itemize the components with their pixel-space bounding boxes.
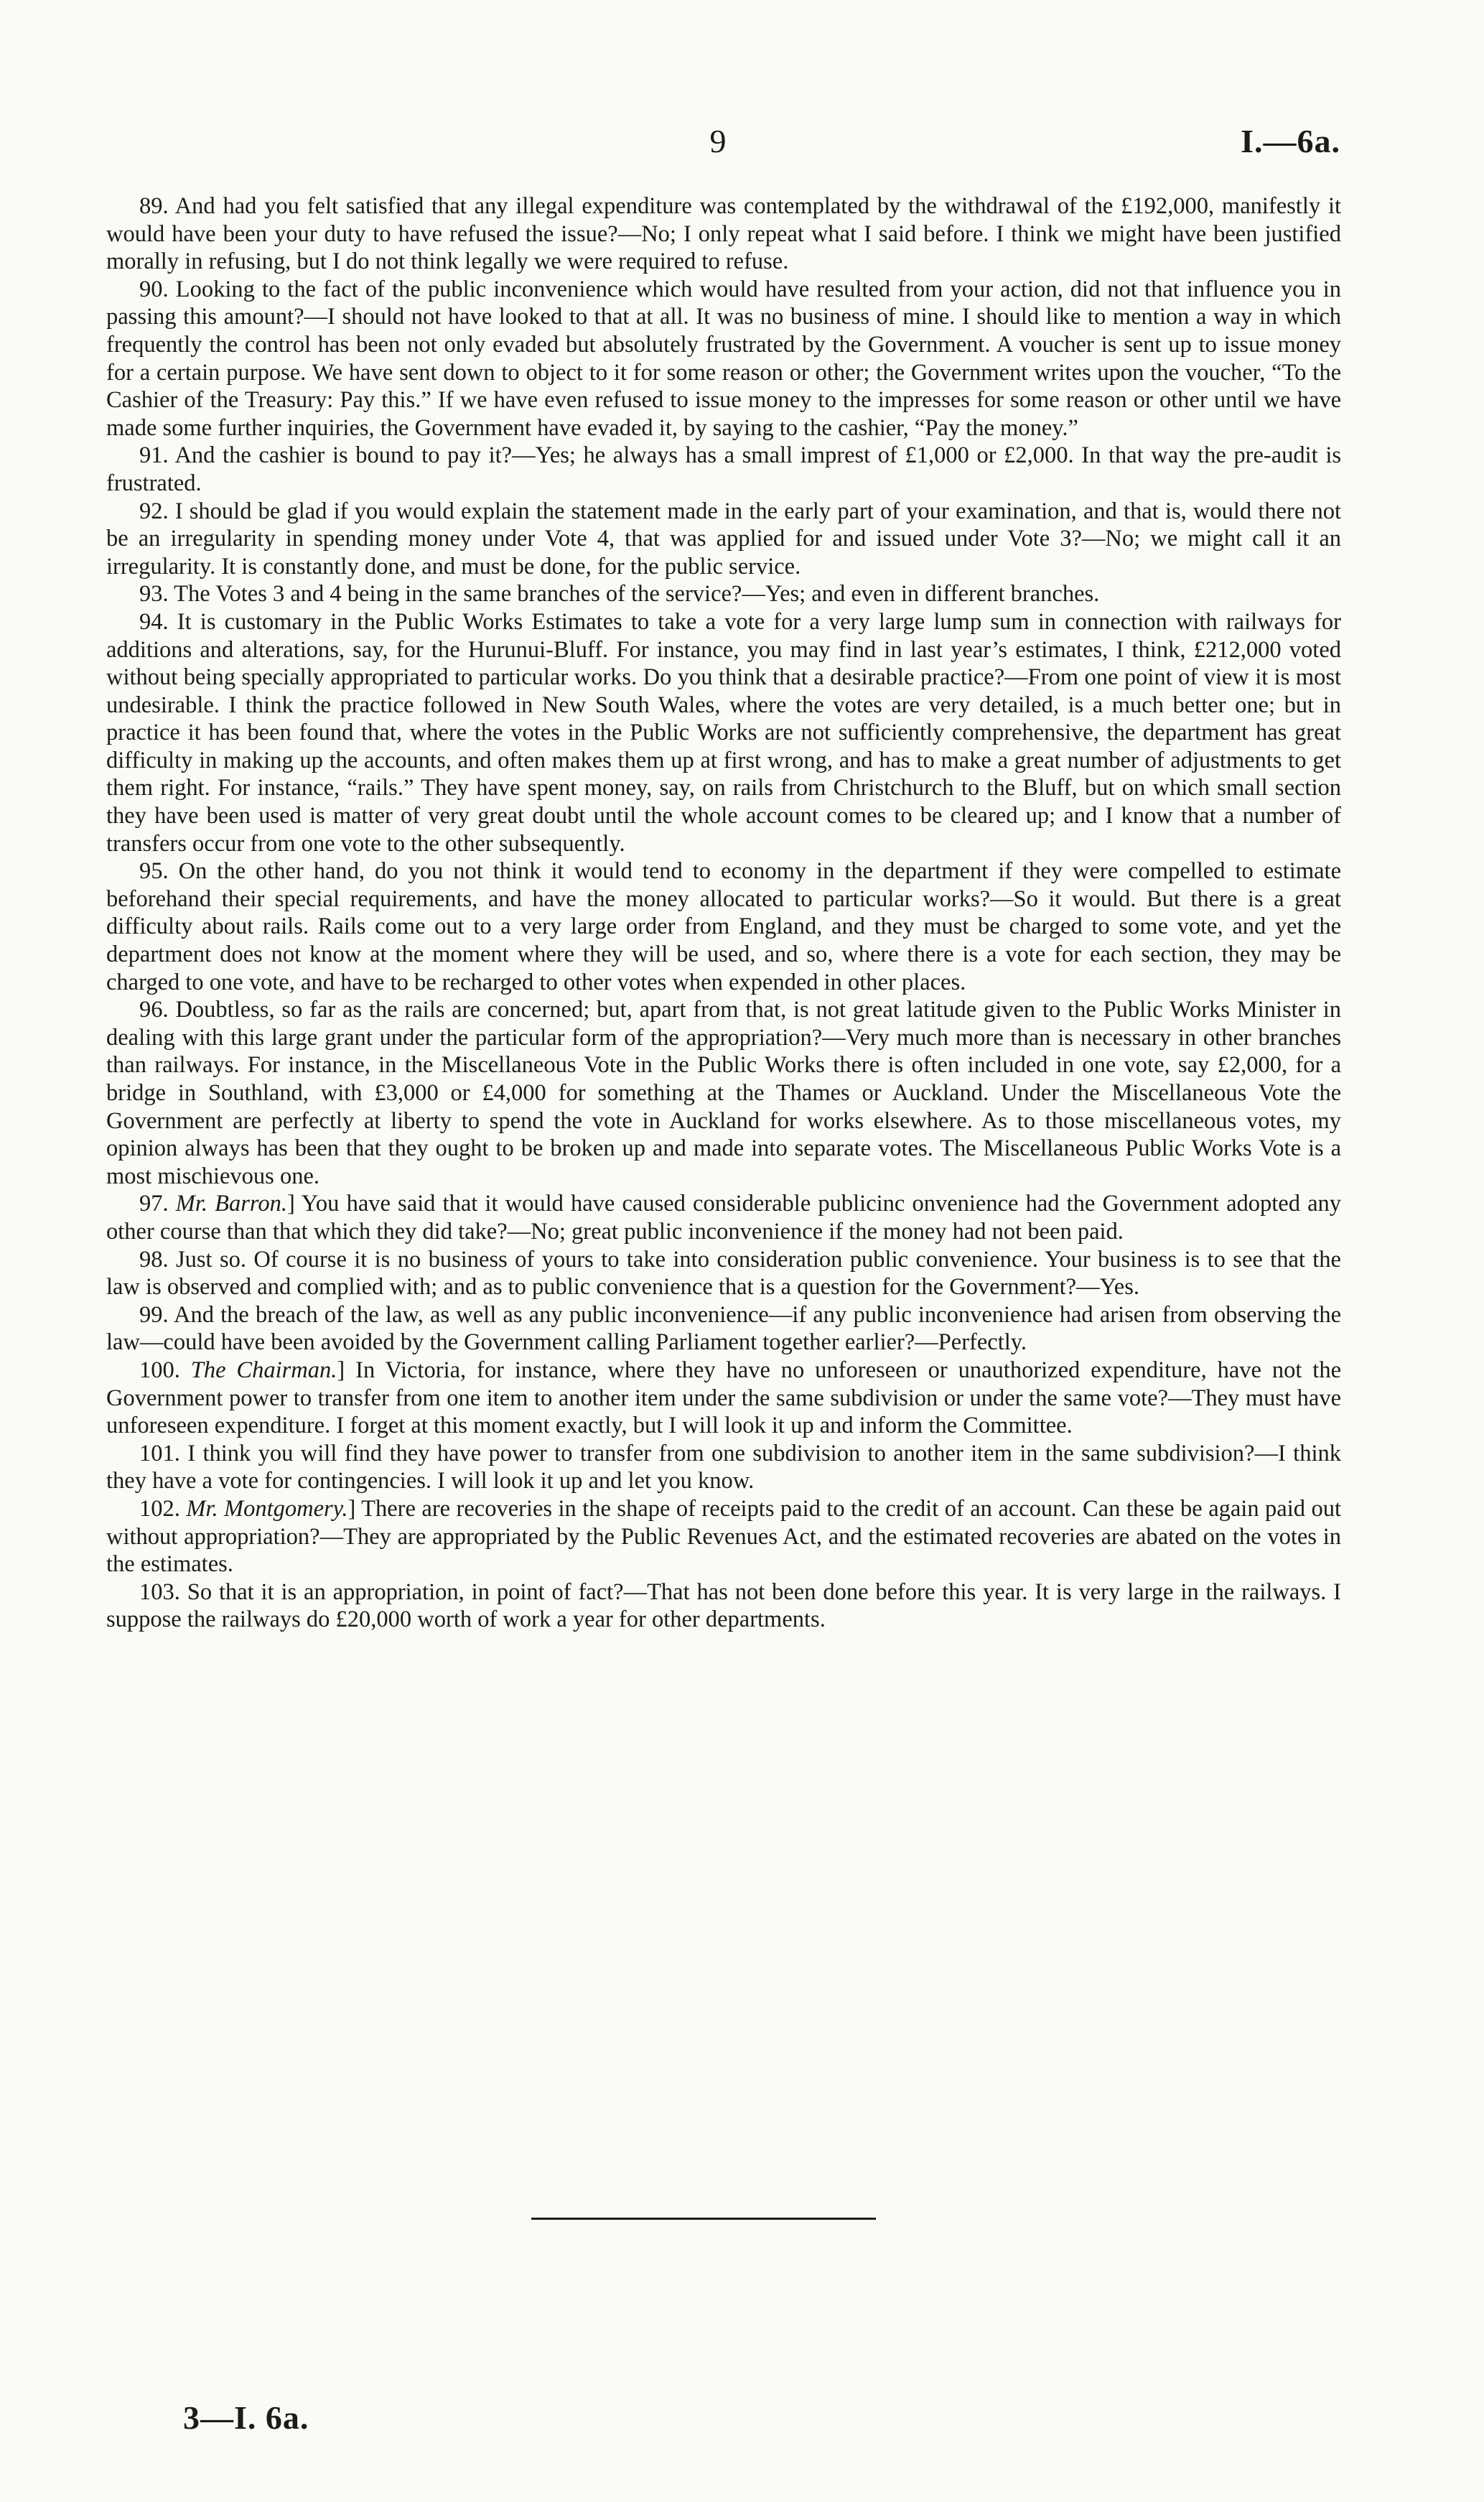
paragraph-98: 98. Just so. Of course it is no business of yours to take into consideration public convenience. Your business is to see that the law is observed and complied with; and as to public convenience that is a question for the Government?—Yes. xyxy=(106,1246,1341,1301)
paragraph-103: 103. So that it is an appropriation, in point of fact?—That has not been done before this year. It is very large in the railways. I suppose the railways do £20,000 worth of work a year for other departments. xyxy=(106,1578,1341,1633)
speaker-name: The Chairman. xyxy=(190,1357,337,1383)
question-number: 100. xyxy=(139,1357,180,1383)
paragraph-94: 94. It is customary in the Public Works Estimates to take a vote for a very large lump sum in connection with railways for additions and alterations, say, for the Hurunui-Bluff. For instance, you may find in last year’s estimates, I think, £212,000 voted without being specially appropriated to particular works. Do you think that a desirable practice?—From one point of view it is most undesirable. I think the practice followed in New South Wales, where the votes are very detailed, is a much better one; but in practice it has been found that, where the votes in the Public Works are not sufficiently comprehensive, the department has great difficulty in making up the accounts, and often makes them up at first wrong, and has to make a great number of adjustments to get them right. For instance, “rails.” They have spent money, say, on rails from Christchurch to the Bluff, but on which small section they have been used is matter of very great doubt until the whole account comes to be cleared up; and I know that a number of transfers occur from one vote to the other subsequently. xyxy=(106,608,1341,857)
paragraph-101: 101. I think you will find they have power to transfer from one subdivision to another item in the same subdivision?—I think they have a vote for contingencies. I will look it up and let you know. xyxy=(106,1440,1341,1494)
body-text xyxy=(106,192,1341,1634)
paragraph-96: 96. Doubtless, so far as the rails are concerned; but, apart from that, is not great latitude given to the Public Works Minister in dealing with this large grant under the particular form of the appropriation?—Very much more than is necessary in other branches than railways. For instance, in the Miscellaneous Vote in the Public Works there is often included in one vote, say £2,000, for a bridge in Southland, with £3,000 or £4,000 for something at the Thames or Auckland. Under the Miscellaneous Vote the Government are perfectly at liberty to spend the vote in Auckland for works elsewhere. As to those miscellaneous votes, my opinion always has been that they ought to be broken up and made into separate votes. The Miscellaneous Public Works Vote is a most mischievous one. xyxy=(106,997,1341,1189)
paragraph-99: 99. And the breach of the law, as well as any public inconvenience—if any public inconvenience had arisen from observing the law—could have been avoided by the Government calling Parliament together earlier?—Perfectly. xyxy=(106,1301,1341,1356)
paragraph-92: 92. I should be glad if you would explain the statement made in the early part of your examination, and that is, would there not be an irregularity in spending money under Vote 4, that was applied for and issued under Vote 3?—No; we might call it an irregularity. It is constantly done, and must be done, for the public service. xyxy=(106,498,1341,580)
question-text: ] In Victoria, for instance, where they have no unforeseen or unauthorized expenditure, have not the Government power to transfer from one item to another item under the same subdivision or under the same vote?—They must have unforeseen expenditure. I forget at this moment exactly, but I will look it up and inform the Committee. xyxy=(106,1357,1342,1439)
paragraph-93: 93. The Votes 3 and 4 being in the same branches of the service?—Yes; and even in different branches. xyxy=(139,581,1100,608)
document-reference: I.—6a. xyxy=(1241,123,1340,159)
paragraph-100 xyxy=(106,1357,1341,1440)
question-text: ] There are recoveries in the shape of receipts paid to the credit of an account. Can these be again paid out without appropriation?—They are appropriated by the Public Revenues Act, and the estimated recoveries are abated on the votes in the estimates. xyxy=(106,1495,1341,1578)
paragraph-90: 90. Looking to the fact of the public inconvenience which would have resulted from your action, did not that influence you in passing this amount?—I should not have looked to that at all. It was no business of mine. I should like to mention a way in which frequently the control has been not only evaded but absolutely frustrated by the Government. A voucher is sent up to issue money for a certain purpose. We have sent down to object to it for some reason or other; the Government writes upon the voucher, “To the Cashier of the Treasury: Pay this.” If we have even refused to issue money to the impresses for some reason or other until we have made some further inquiries, the Government have evaded it, by saying to the cashier, “Pay the money.” xyxy=(106,276,1341,441)
question-number: 102. xyxy=(139,1495,180,1522)
page-number: 9 xyxy=(709,123,727,159)
paragraph-97 xyxy=(106,1190,1341,1245)
question-text: ] You have said that it would have caused considerable publicinc onvenience had the Government adopted any other course than that which they did take?—No; great public inconvenience if the money had not been paid. xyxy=(106,1191,1342,1245)
speaker-name: Mr. Barron. xyxy=(175,1191,287,1217)
paragraph-91: 91. And the cashier is bound to pay it?—Yes; he always has a small imprest of £1,000 or £2,000. In that way the pre-audit is frustrated. xyxy=(106,442,1341,496)
section-divider xyxy=(531,2218,876,2220)
sheet-signature: 3—I. 6a. xyxy=(183,2399,309,2436)
question-number: 97. xyxy=(139,1191,169,1217)
speaker-name: Mr. Montgomery. xyxy=(186,1495,348,1522)
paragraph-95: 95. On the other hand, do you not think it would tend to economy in the department if they were compelled to estimate beforehand their special requirements, and have the money allocated to particular works?—So it would. But there is a great difficulty about rails. Rails come out to a very large order from England, and they must be charged to some vote, and yet the department does not know at the moment where they will be used, and so, where there is a vote for each section, they may be charged to one vote, and have to be recharged to other votes when expended in other places. xyxy=(106,858,1341,995)
paragraph-102 xyxy=(106,1495,1341,1578)
paragraph-89: 89. And had you felt satisfied that any illegal expenditure was contemplated by the withdrawal of the £192,000, manifestly it would have been your duty to have refused the issue?—No; I only repeat what I said before. I think we might have been justified morally in refusing, but I do not think legally we were required to refuse. xyxy=(106,193,1341,275)
